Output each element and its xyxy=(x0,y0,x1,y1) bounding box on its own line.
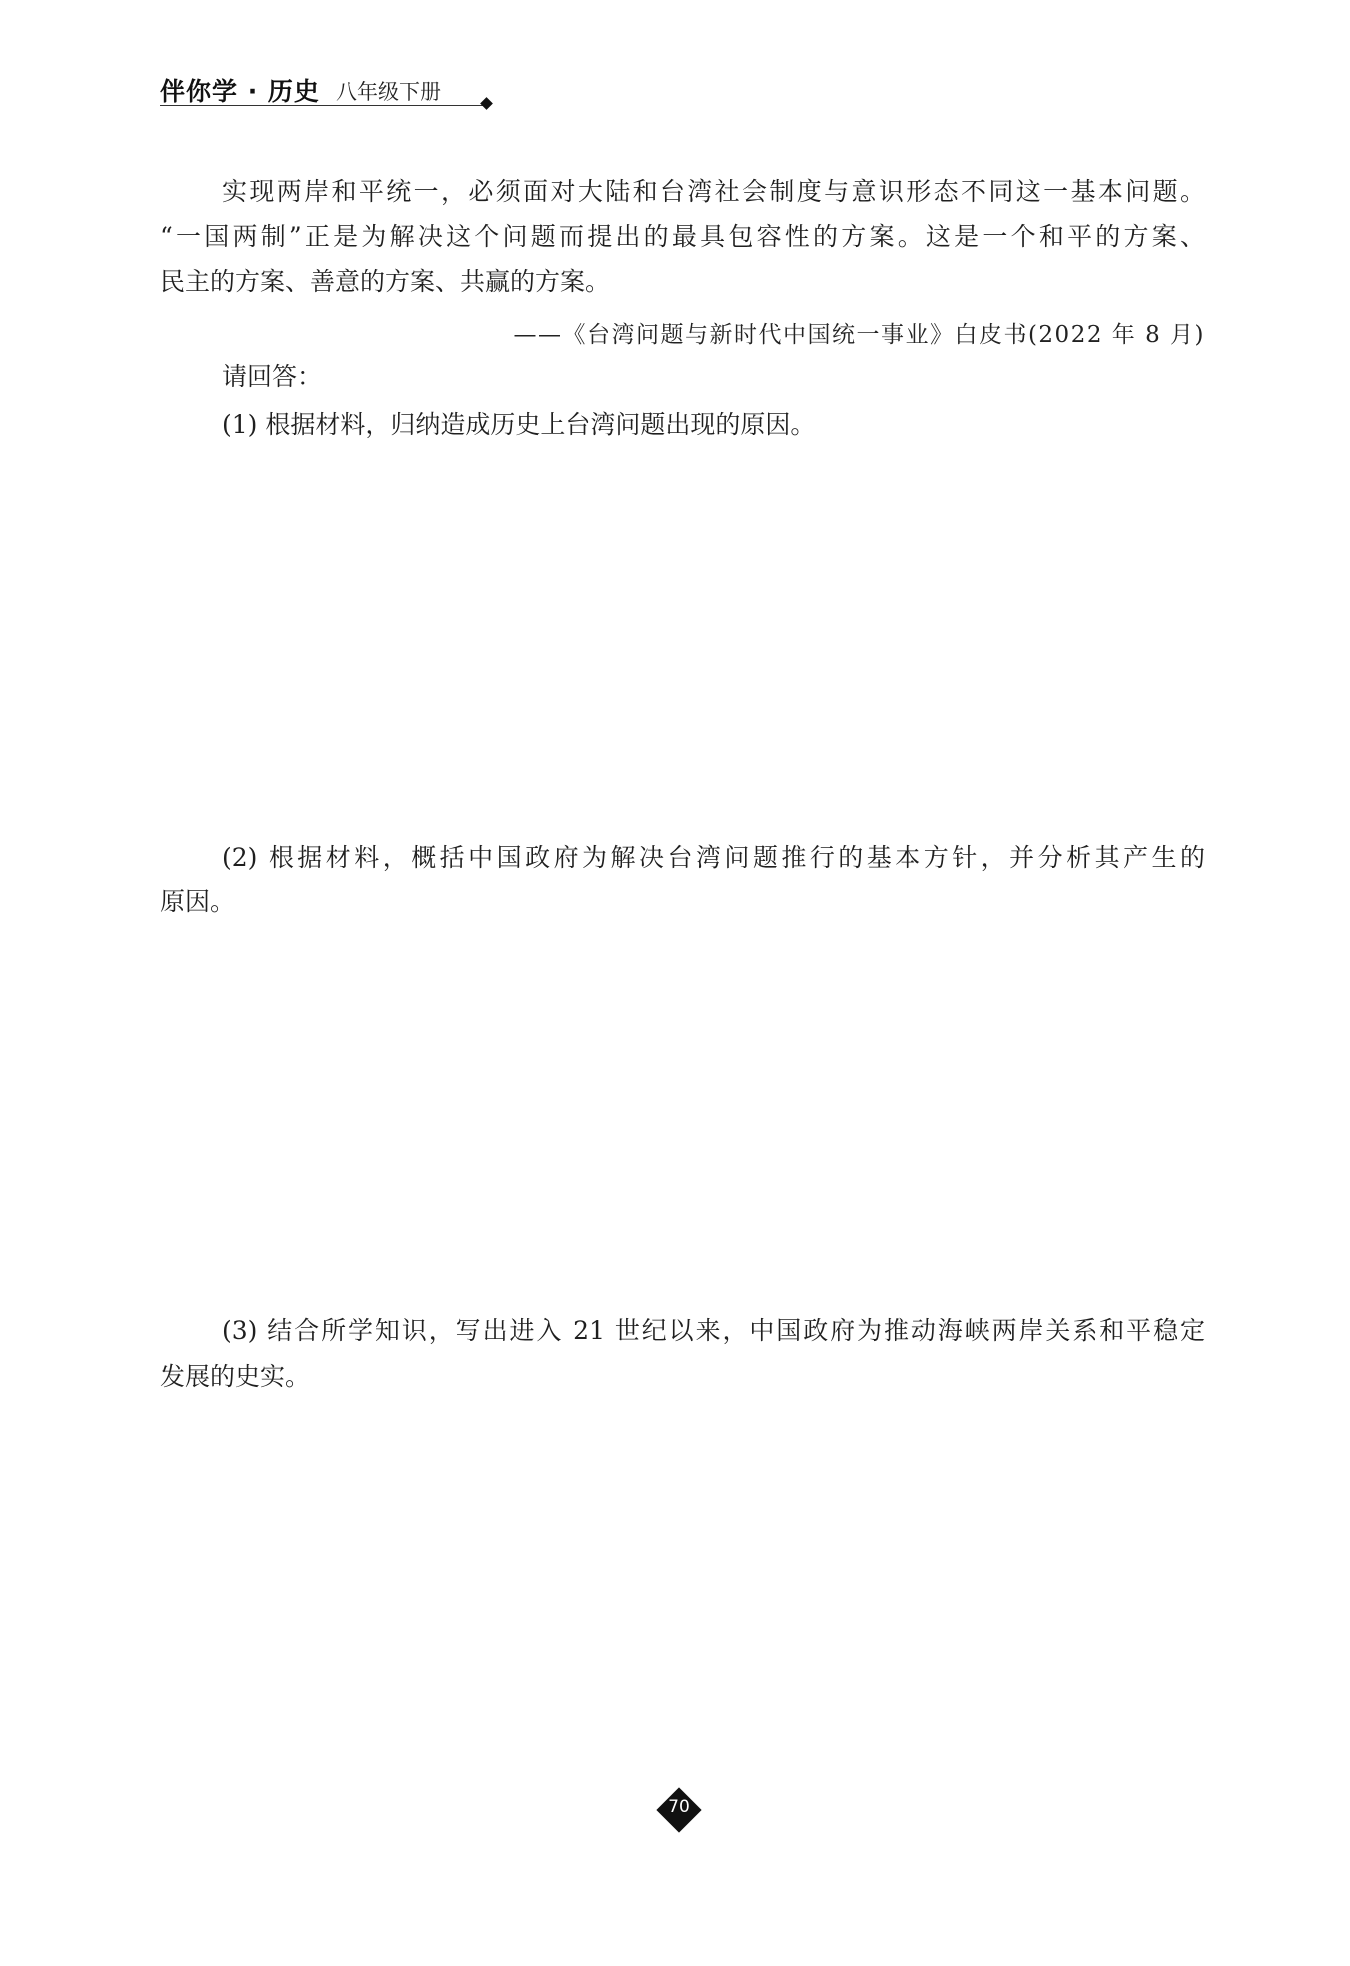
question-2-line-1: (2) 根据材料，概括中国政府为解决台湾问题推行的基本方针，并分析其产生的 xyxy=(222,843,1205,872)
header-rule xyxy=(160,105,486,106)
answer-prompt: 请回答： xyxy=(222,362,323,391)
question-2-line-2: 原因。 xyxy=(160,887,236,916)
question-3-line-1: (3) 结合所学知识，写出进入 21 世纪以来，中国政府为推动海峡两岸关系和平稳定 xyxy=(222,1316,1205,1345)
question-3-line-2: 发展的史实。 xyxy=(160,1362,311,1391)
page-number-badge xyxy=(656,1787,702,1833)
running-header xyxy=(160,72,495,104)
material-line-3: 民主的方案、善意的方案、共赢的方案。 xyxy=(160,267,611,296)
grade-label: 八年级下册 xyxy=(336,80,441,104)
diamond-icon xyxy=(480,97,493,110)
material-line-1: 实现两岸和平统一，必须面对大陆和台湾社会制度与意识形态不同这一基本问题。 xyxy=(222,177,1205,206)
material-source: ——《台湾问题与新时代中国统一事业》白皮书(2022 年 8 月) xyxy=(513,322,1205,348)
material-line-2: “一国两制”正是为解决这个问题而提出的最具包容性的方案。这是一个和平的方案、 xyxy=(160,222,1205,251)
book-title: 伴你学 · 历史 xyxy=(160,77,320,106)
page-number: 70 xyxy=(668,1797,690,1817)
question-1: (1) 根据材料，归纳造成历史上台湾问题出现的原因。 xyxy=(222,410,816,439)
